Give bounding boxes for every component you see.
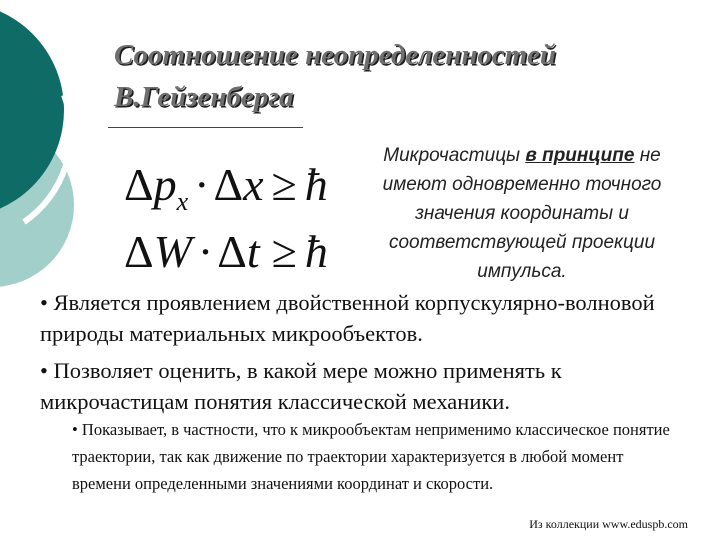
formula2-dot: · — [197, 226, 214, 277]
formula2-delta-2: Δ — [217, 226, 247, 277]
uncertainty-note — [362, 141, 682, 286]
slide-title — [114, 34, 634, 118]
formula2-w: W — [153, 226, 192, 277]
note-emphasis: в принципе — [525, 145, 635, 166]
formula1-subscript: x — [176, 187, 189, 216]
formula2-geq: ≥ — [271, 226, 297, 277]
bullet-item: • Позволяет оценить, в какой мере можно применять к микрочастицам понятия классической механики. — [40, 358, 562, 414]
note-text-before: Микрочастицы — [383, 145, 526, 166]
formula1-p: p — [153, 159, 177, 210]
formula-block — [118, 150, 358, 280]
formula-momentum — [124, 159, 328, 216]
title-underline — [108, 127, 303, 128]
formula1-geq: ≥ — [271, 159, 297, 210]
formula1-delta-2: Δ — [213, 159, 244, 210]
formula-energy — [124, 226, 328, 277]
bullet-list — [40, 287, 680, 423]
source-credit: Из коллекции www.eduspb.com — [529, 517, 688, 531]
title-line-1: Соотношение неопределенностей — [114, 39, 556, 71]
bullet-item: • Является проявлением двойственной корпускулярно-волновой природы материальных микрообъектов. — [40, 290, 655, 346]
title-line-2: В.Гейзенберга — [114, 81, 294, 113]
formula2-delta: Δ — [124, 226, 154, 277]
formula1-delta: Δ — [124, 159, 154, 210]
formula2-hbar: ħ — [304, 226, 328, 277]
formula1-dot: · — [194, 159, 210, 210]
formula2-t: t — [246, 226, 260, 277]
sub-bullet: • Показывает, в частности, что к микрообъектам неприменимо классическое понятие траектории, так как движение по траектории характеризуется в любой момент времени определенными значениями координат и скорости. — [72, 420, 670, 493]
note-text-after: не имеют одновременно точного значения координаты и соответствующей проекции импульса. — [382, 145, 662, 282]
formula1-hbar: ħ — [304, 159, 328, 210]
formula1-x: x — [243, 159, 264, 210]
